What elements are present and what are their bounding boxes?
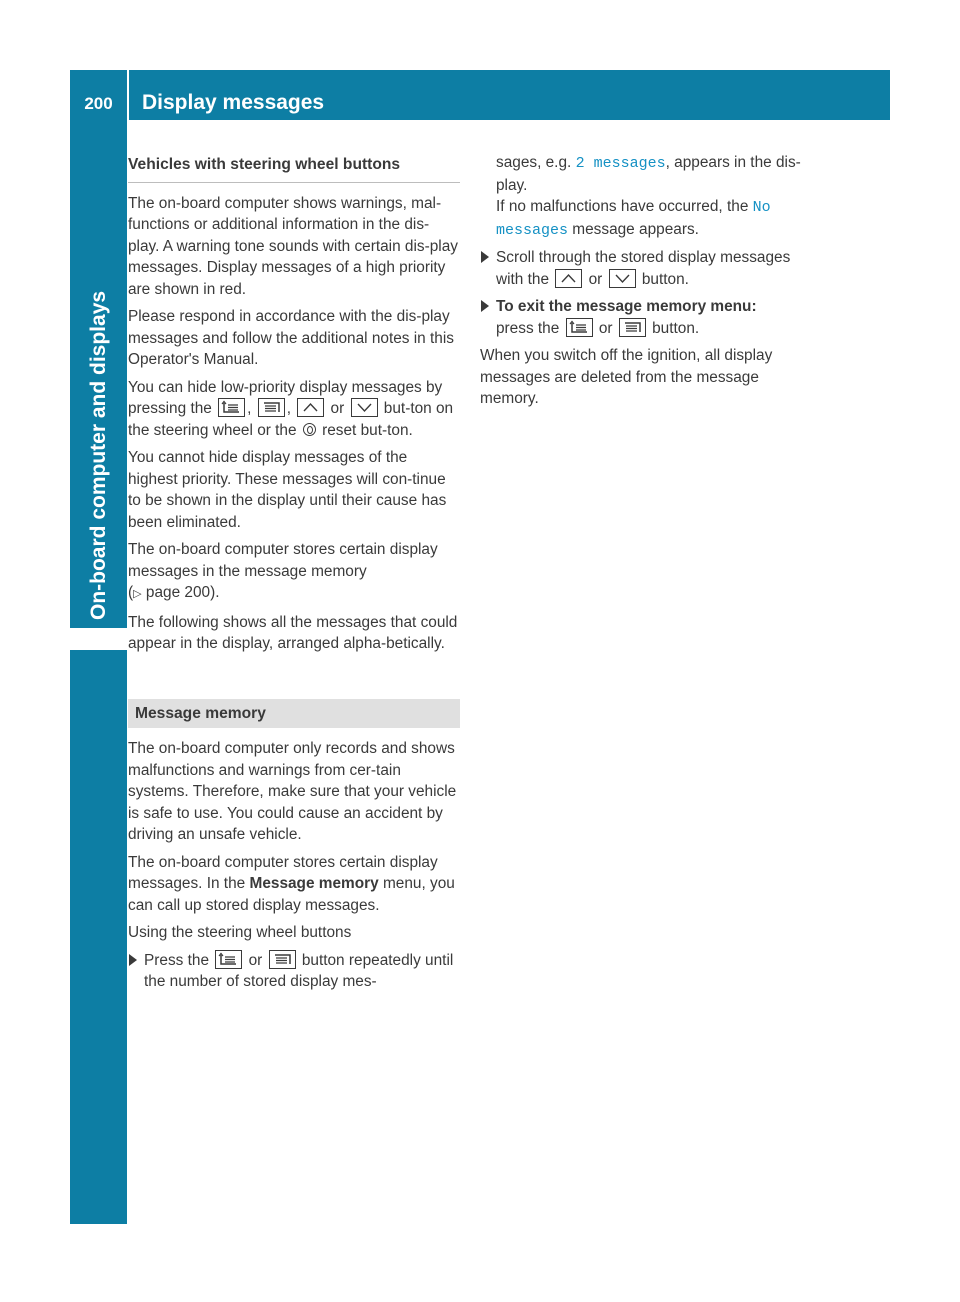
page-reference-icon: ▷ (133, 588, 142, 600)
paragraph: Please respond in accordance with the dis-play messages and follow the additional notes in this Operator's Manual. (128, 308, 454, 368)
text: , (247, 400, 252, 417)
instruction-step (480, 296, 814, 339)
arrow-up-icon (297, 398, 324, 417)
text: button repeatedly until the number of stored display mes- (144, 951, 454, 990)
paragraph: The on-board computer shows warnings, mal-functions or additional information in the dis-play. A warning tone sounds with certain dis-play messages. Display messages of a high priority are shown in red. (128, 194, 458, 298)
step-arrow-icon (129, 954, 137, 966)
paragraph: You cannot hide display messages of the highest priority. These messages will con-tinue to be shown in the display until their cause has been eliminated. (128, 449, 447, 531)
page-header (70, 70, 890, 120)
step-arrow-icon (481, 251, 489, 263)
step-arrow-icon (481, 300, 489, 312)
menu-name: Message memory (249, 875, 379, 892)
text: , (286, 400, 291, 417)
instruction-step (128, 950, 460, 993)
section-heading: Vehicles with steering wheel buttons (128, 152, 460, 183)
text: The on-board computer stores certain display messages. In the (128, 853, 438, 892)
text: or (588, 270, 603, 288)
paragraph (128, 852, 460, 917)
page-title: Display messages (142, 91, 325, 114)
text: or (330, 400, 345, 417)
display-message-text: 2 messages (575, 155, 666, 172)
step-title: To exit the message memory menu: (496, 298, 757, 315)
page-back-icon (218, 398, 245, 417)
text: message appears. (572, 220, 699, 238)
text: reset but-ton. (322, 421, 413, 439)
right-column (480, 152, 814, 416)
text: Scroll through the stored display messages with the (496, 249, 791, 288)
paragraph: Using the steering wheel buttons (128, 924, 352, 941)
arrow-down-icon (609, 269, 636, 288)
paragraph: When you switch off the ignition, all display messages are deleted from the message memory. (480, 347, 773, 407)
header-divider (127, 70, 129, 120)
page-forward-icon (619, 318, 646, 337)
text: The on-board computer stores certain display messages in the message memory (128, 541, 438, 580)
text: press the (496, 319, 560, 337)
text: or (248, 951, 263, 969)
arrow-down-icon (351, 398, 378, 417)
page-number: 200 (84, 94, 113, 113)
page-forward-icon (269, 950, 296, 969)
text: button. (641, 270, 689, 288)
text: or (598, 319, 613, 337)
paragraph (128, 377, 460, 442)
display-message-text: No messages (496, 199, 771, 239)
chapter-label: On-board computer and displays (86, 290, 110, 620)
paragraph: The following shows all the messages that could appear in the display, arranged alpha-betically. (128, 613, 458, 652)
text: You can hide low-priority display messages by pressing the (128, 378, 443, 417)
paragraph: The on-board computer only records and shows malfunctions and warnings from cer-tain systems. Therefore, make sure that your vehicle is safe to use. You could cause an accident by driving an unsafe vehicle. (128, 740, 457, 843)
page-forward-icon (258, 398, 285, 417)
page-back-icon (215, 950, 242, 969)
sidebar-gap (70, 628, 127, 650)
chapter-sidebar (70, 120, 127, 1224)
text: If no malfunctions have occurred, the (496, 198, 749, 215)
page-reference-link[interactable]: page 200). (145, 584, 220, 601)
text: menu, you can call up stored display messages. (128, 875, 455, 914)
text: button. (652, 319, 700, 337)
paragraph: The on-board computer stores certain display messages in the message memory (▷ page 200). (128, 541, 438, 601)
text: sages, e.g. (496, 154, 572, 171)
reset-button-icon (303, 423, 316, 436)
arrow-up-icon (555, 269, 582, 288)
instruction-continuation (480, 152, 814, 196)
left-column (128, 152, 460, 999)
text: Press the (144, 951, 210, 969)
text: but-ton on the steering wheel or the (128, 400, 454, 439)
instruction-continuation (480, 196, 814, 241)
text: , appears in the dis-play. (496, 154, 801, 194)
section-box-heading: Message memory (128, 699, 460, 729)
instruction-step (480, 247, 814, 290)
page-back-icon (566, 318, 593, 337)
